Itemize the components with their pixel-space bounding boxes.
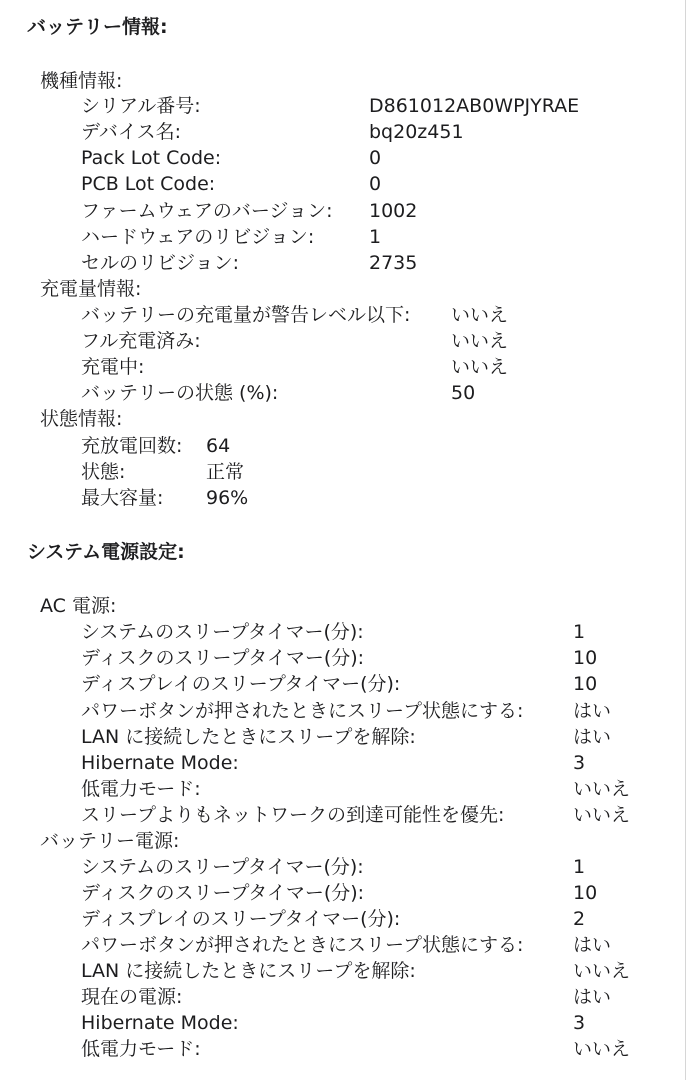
info-value: 50	[451, 382, 476, 404]
scrollbar-track[interactable]	[685, 0, 693, 1080]
info-value: 10	[573, 882, 598, 904]
info-label: Pack Lot Code:	[81, 147, 222, 169]
info-value: 2735	[369, 252, 418, 274]
info-value: 1002	[369, 200, 418, 222]
info-value: 1	[369, 226, 382, 248]
ac-power-heading: AC 電源:	[40, 595, 117, 617]
info-label: デバイス名:	[81, 121, 182, 143]
info-value: いいえ	[573, 804, 631, 826]
info-label: システムのスリープタイマー(分):	[81, 621, 364, 643]
info-value: いいえ	[573, 1038, 631, 1060]
info-label: 状態:	[81, 461, 126, 483]
info-label: パワーボタンが押されたときにスリープ状態にする:	[81, 934, 524, 956]
info-value: 1	[573, 856, 586, 878]
info-label: 充電中:	[81, 356, 145, 378]
info-label: LAN に接続したときにスリープを解除:	[81, 726, 416, 748]
info-value: いいえ	[573, 960, 631, 982]
battery-power-heading: バッテリー電源:	[40, 830, 180, 852]
info-label: 充放電回数:	[81, 435, 183, 457]
info-label: スリープよりもネットワークの到達可能性を優先:	[81, 804, 505, 826]
info-label: バッテリーの状態 (%):	[81, 382, 279, 404]
info-value: 10	[573, 647, 598, 669]
model-info-heading: 機種情報:	[40, 70, 123, 92]
info-label: 低電力モード:	[81, 1038, 201, 1060]
info-label: セルのリビジョン:	[81, 252, 240, 274]
info-value: いいえ	[451, 304, 509, 326]
info-value: 3	[573, 752, 586, 774]
info-value: 0	[369, 147, 382, 169]
info-value: 3	[573, 1012, 586, 1034]
info-label: Hibernate Mode:	[81, 1012, 239, 1034]
info-value: はい	[573, 986, 612, 1008]
info-label: ハードウェアのリビジョン:	[81, 226, 315, 248]
info-value: 10	[573, 673, 598, 695]
info-value: はい	[573, 700, 612, 722]
info-label: シリアル番号:	[81, 95, 201, 117]
info-label: ファームウェアのバージョン:	[81, 200, 333, 222]
info-label: パワーボタンが押されたときにスリープ状態にする:	[81, 700, 524, 722]
info-value: いいえ	[451, 330, 509, 352]
info-label: フル充電済み:	[81, 330, 201, 352]
health-info-heading: 状態情報:	[40, 408, 123, 430]
info-value: D861012AB0WPJYRAE	[369, 95, 580, 117]
battery-info-title: バッテリー情報:	[27, 16, 168, 38]
info-label: システムのスリープタイマー(分):	[81, 856, 364, 878]
info-label: ディスプレイのスリープタイマー(分):	[81, 673, 401, 695]
info-value: 1	[573, 621, 586, 643]
info-value: いいえ	[573, 778, 631, 800]
info-label: ディスクのスリープタイマー(分):	[81, 882, 365, 904]
info-label: 低電力モード:	[81, 778, 201, 800]
info-label: Hibernate Mode:	[81, 752, 239, 774]
info-value: はい	[573, 934, 612, 956]
info-value: 0	[369, 173, 382, 195]
charge-info-heading: 充電量情報:	[40, 278, 142, 300]
info-label: PCB Lot Code:	[81, 173, 216, 195]
info-label: バッテリーの充電量が警告レベル以下:	[81, 304, 411, 326]
info-label: 現在の電源:	[81, 986, 183, 1008]
info-label: ディスプレイのスリープタイマー(分):	[81, 908, 401, 930]
info-value: 64	[206, 435, 231, 457]
power-settings-title: システム電源設定:	[27, 541, 185, 563]
info-value: いいえ	[451, 356, 509, 378]
info-label: LAN に接続したときにスリープを解除:	[81, 960, 416, 982]
info-value: bq20z451	[369, 121, 464, 143]
info-value: はい	[573, 726, 612, 748]
info-label: ディスクのスリープタイマー(分):	[81, 647, 365, 669]
info-label: 最大容量:	[81, 487, 164, 509]
info-value: 正常	[206, 461, 245, 483]
info-value: 96%	[206, 487, 249, 509]
info-value: 2	[573, 908, 586, 930]
